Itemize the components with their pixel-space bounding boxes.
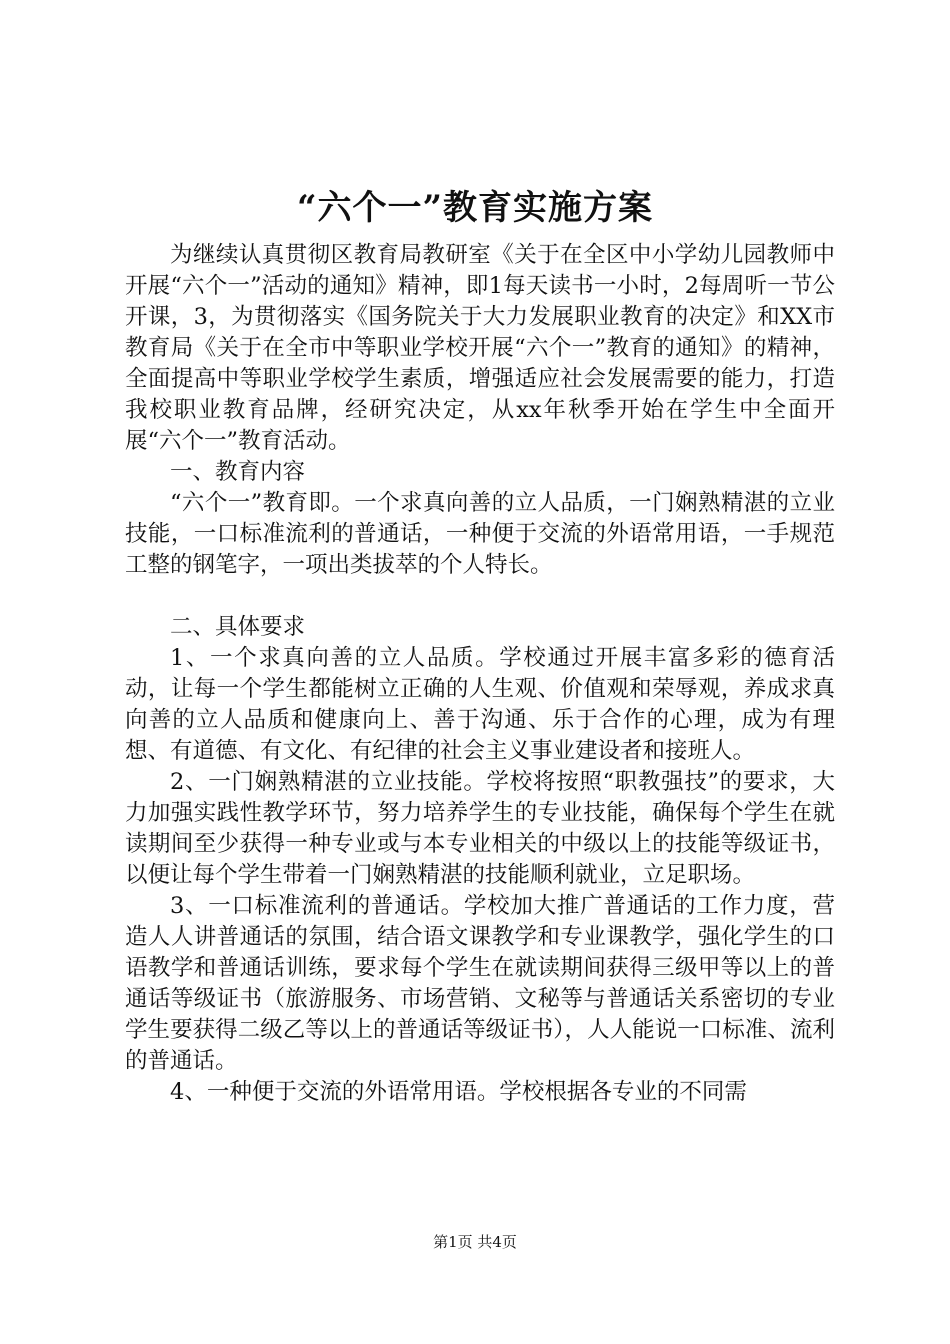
requirement-item: 1、一个求真向善的立人品质。学校通过开展丰富多彩的德育活动，让每一个学生都能树立正确的人生观、价值观和荣辱观，养成求真向善的立人品质和健康向上、善于沟通、乐于合作的心理，成为有理想、有道德、有文化、有纪律的社会主义事业建设者和接班人。 [125,645,835,764]
page-footer: 第1页 共4页 [433,1233,517,1251]
section-content-paragraph: “六个一”教育即。一个求真向善的立人品质，一门娴熟精湛的立业技能，一口标准流利的普通话，一种便于交流的外语常用语，一手规范工整的钢笔字，一项出类拔萃的个人特长。 [125,490,835,578]
document-title: “六个一”教育实施方案 [296,188,654,228]
document-body [125,240,835,1108]
intro-paragraph: 为继续认真贯彻区教育局教研室《关于在全区中小学幼儿园教师中开展“六个一”活动的通知》精神，即1每天读书一小时，2每周听一节公开课，3，为贯彻落实《国务院关于大力发展职业教育的决定》和XX市教育局《关于在全市中等职业学校开展“六个一”教育的通知》的精神，全面提高中等职业学校学生素质，增强适应社会发展需要的能力，打造我校职业教育品牌，经研究决定，从xx年秋季开始在学生中全面开展“六个一”教育活动。 [125,242,835,454]
requirement-item: 2、一门娴熟精湛的立业技能。学校将按照“职教强技”的要求，大力加强实践性教学环节，努力培养学生的专业技能，确保每个学生在就读期间至少获得一种专业或与本专业相关的中级以上的技能等级证书，以便让每个学生带着一门娴熟精湛的技能顺利就业，立足职场。 [125,769,835,888]
requirement-item: 3、一口标准流利的普通话。学校加大推广普通话的工作力度，营造人人讲普通话的氛围，结合语文课教学和专业课教学，强化学生的口语教学和普通话训练，要求每个学生在就读期间获得三级甲等以上的普通话等级证书（旅游服务、市场营销、文秘等与普通话关系密切的专业学生要获得二级乙等以上的普通话等级证书），人人能说一口标准、流利的普通话。 [125,893,835,1074]
requirement-item: 4、一种便于交流的外语常用语。学校根据各专业的不同需 [170,1079,747,1105]
section-heading-content: 一、教育内容 [170,459,306,485]
section-heading-requirements: 二、具体要求 [170,614,306,640]
blank-line [125,581,835,612]
